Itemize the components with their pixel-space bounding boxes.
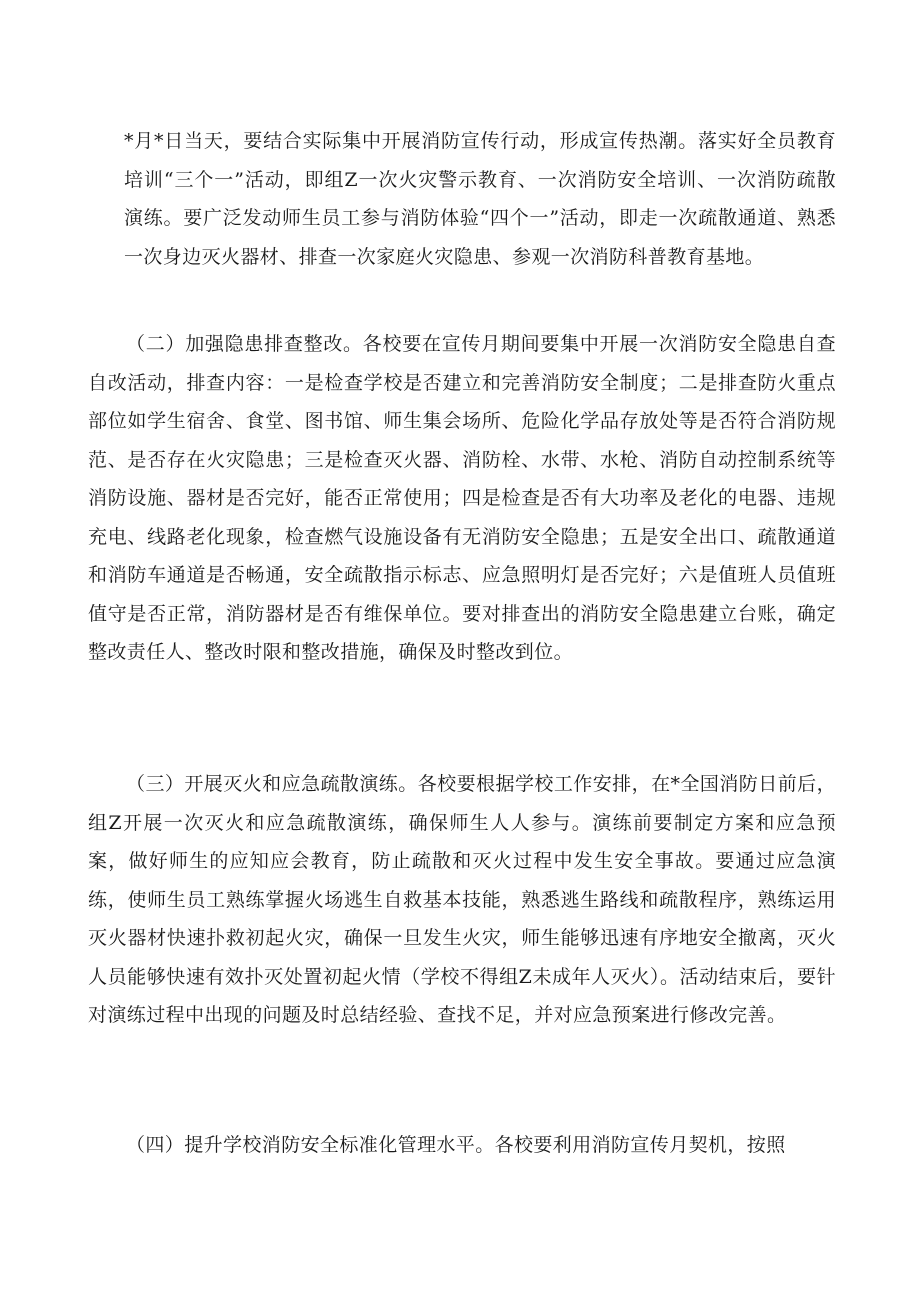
paragraph-evacuation-drill: （三）开展灭火和应急疏散演练。各校要根据学校工作安排，在*全国消防日前后，组Z开展一次灭火和应急疏散演练，确保师生人人参与。演练前要制定方案和应急预案，做好师生的应知应会教育，防止疏散和灭火过程中发生安全事故。要通过应急演练，使师生员工熟练掌握火场逃生自救基本技能，熟悉逃生路线和疏散程序，熟练运用灭火器材快速扑救初起火灾，确保一旦发生火灾，师生能够迅速有序地安全撤离，灭火人员能够快速有效扑灭处置初起火情（学校不得组Z未成年人灭火）。活动结束后，要针对演练过程中出现的问题及时总结经验、查找不足，并对应急预案进行修改完善。 xyxy=(88,773,836,1026)
paragraph-standardized-management: （四）提升学校消防安全标准化管理水平。各校要利用消防宣传月契机，按照 xyxy=(126,1134,786,1156)
paragraph-publicity-activities: *月*日当天，要结合实际集中开展消防宣传行动，形成宣传热潮。落实好全员教育培训“三个一”活动，即组Z一次火灾警示教育、一次消防安全培训、一次消防疏散演练。要广泛发动师生员工参与消防体验“四个一”活动，即走一次疏散通道、熟悉一次身边灭火器材、排查一次家庭火灾隐患、参观一次消防科普教育基地。 xyxy=(124,130,836,268)
paragraph-hazard-inspection: （二）加强隐患排查整改。各校要在宣传月期间要集中开展一次消防安全隐患自查自改活动，排查内容：一是检查学校是否建立和完善消防安全制度；二是排查防火重点部位如学生宿舍、食堂、图书馆、师生集会场所、危险化学品存放处等是否符合消防规范、是否存在火灾隐患；三是检查灭火器、消防栓、水带、水枪、消防自动控制系统等消防设施、器材是否完好，能否正常使用；四是检查是否有大功率及老化的电器、违规充电、线路老化现象，检查燃气设施设备有无消防安全隐患；五是安全出口、疏散通道和消防车通道是否畅通，安全疏散指示标志、应急照明灯是否完好；六是值班人员值班值守是否正常，消防器材是否有维保单位。要对排查出的消防安全隐患建立台账，确定整改责任人、整改时限和整改措施，确保及时整改到位。 xyxy=(88,333,836,663)
